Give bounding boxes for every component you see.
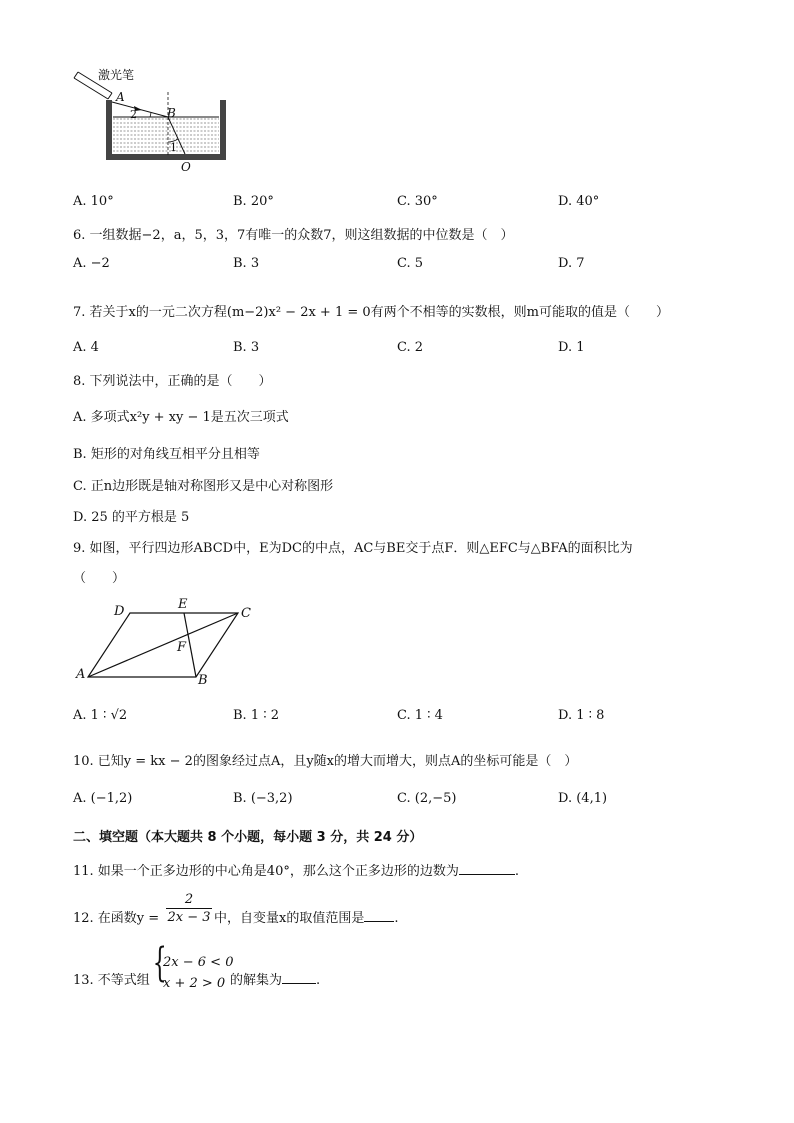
q13-line2: x + 2 > 0 bbox=[163, 976, 226, 991]
q6-option-a[interactable]: A. −2 bbox=[73, 256, 110, 271]
q13-tail bbox=[230, 969, 320, 988]
q9-option-b[interactable]: B. 1 ∶ 2 bbox=[233, 708, 280, 723]
q13-answer-blank[interactable] bbox=[282, 971, 316, 984]
parallelogram-figure bbox=[70, 598, 270, 693]
q13-system bbox=[152, 940, 234, 994]
q7-option-c[interactable]: C. 2 bbox=[397, 340, 424, 355]
q12-tail bbox=[214, 907, 398, 926]
q9-label-b: B bbox=[198, 673, 208, 688]
q7-option-a[interactable]: A. 4 bbox=[73, 340, 99, 355]
q8-option-b[interactable]: B. 矩形的对角线互相平分且相等 bbox=[73, 447, 260, 462]
q8-option-c[interactable]: C. 正n边形既是轴对称图形又是中心对称图形 bbox=[73, 479, 334, 494]
q9-stem-paren: （ ） bbox=[73, 571, 126, 586]
q6-option-b[interactable]: B. 3 bbox=[233, 256, 260, 271]
q13-lead: 13. 不等式组 bbox=[73, 973, 150, 988]
q12-numerator: 2 bbox=[166, 892, 212, 909]
laser-pen-label: 激光笔 bbox=[98, 68, 135, 82]
q11-answer-blank[interactable] bbox=[459, 862, 515, 875]
q5-option-a[interactable]: A. 10° bbox=[73, 194, 114, 209]
angle-1-label: 1 bbox=[170, 141, 177, 154]
q9-label-a: A bbox=[76, 667, 86, 682]
q12-denominator: 2x − 3 bbox=[167, 910, 211, 925]
laser-refraction-figure bbox=[70, 62, 240, 177]
angle-2-label: 2 bbox=[130, 108, 137, 121]
q6-stem: 6. 一组数据−2，a，5，3，7有唯一的众数7，则这组数据的中位数是（ ） bbox=[73, 228, 514, 243]
q5-option-c[interactable]: C. 30° bbox=[397, 194, 438, 209]
q10-option-b[interactable]: B. (−3,2) bbox=[233, 791, 293, 806]
q7-option-d[interactable]: D. 1 bbox=[558, 340, 585, 355]
q11 bbox=[73, 860, 519, 879]
q9-label-d: D bbox=[114, 604, 125, 619]
q7-option-b[interactable]: B. 3 bbox=[233, 340, 260, 355]
q5-option-d[interactable]: D. 40° bbox=[558, 194, 600, 209]
q10-option-c[interactable]: C. (2,−5) bbox=[397, 791, 457, 806]
point-o-label: O bbox=[181, 160, 191, 174]
q9-stem: 9. 如图，平行四边形ABCD中，E为DC的中点，AC与BE交于点F．则△EFC与△BFA的面积比为 bbox=[73, 541, 633, 556]
q8-option-d[interactable]: D. 25 的平方根是 5 bbox=[73, 510, 190, 525]
q13-end: . bbox=[316, 973, 321, 988]
section-heading-fill-in: 二、填空题（本大题共 8 个小题，每小题 3 分，共 24 分） bbox=[73, 830, 423, 845]
q10-option-a[interactable]: A. (−1,2) bbox=[73, 791, 133, 806]
q13-brace: { bbox=[152, 940, 167, 986]
q8-option-a[interactable]: A. 多项式x²y + xy − 1是五次三项式 bbox=[73, 410, 289, 425]
point-b-label: B bbox=[167, 106, 176, 120]
q9-option-c[interactable]: C. 1 ∶ 4 bbox=[397, 708, 443, 723]
q6-option-d[interactable]: D. 7 bbox=[558, 256, 585, 271]
point-a-label: A bbox=[116, 90, 125, 104]
q13-line1: 2x − 6 < 0 bbox=[163, 955, 234, 970]
q9-option-a[interactable]: A. 1 ∶ √2 bbox=[73, 708, 128, 723]
q13-post: 的解集为 bbox=[230, 973, 283, 988]
q12-answer-blank[interactable] bbox=[364, 909, 394, 922]
q9-label-f: F bbox=[177, 640, 187, 655]
q12-end: . bbox=[394, 911, 399, 926]
q11-text: 11. 如果一个正多边形的中心角是40°，那么这个正多边形的边数为 bbox=[73, 864, 459, 879]
q6-option-c[interactable]: C. 5 bbox=[397, 256, 424, 271]
q10-stem: 10. 已知y = kx − 2的图象经过点A，且y随x的增大而增大，则点A的坐标可能是（ ） bbox=[73, 754, 578, 769]
q12-post: 中，自变量x的取值范围是 bbox=[214, 911, 365, 926]
q12-fraction bbox=[166, 892, 212, 925]
q5-option-b[interactable]: B. 20° bbox=[233, 194, 274, 209]
q9-label-c: C bbox=[241, 606, 251, 621]
q10-option-d[interactable]: D. (4,1) bbox=[558, 791, 608, 806]
q11-end: . bbox=[514, 864, 519, 879]
q12-lead: 12. 在函数y = bbox=[73, 911, 160, 926]
q7-stem: 7. 若关于x的一元二次方程(m−2)x² − 2x + 1 = 0有两个不相等的实数根，则m可能取的值是（ ） bbox=[73, 305, 669, 320]
q9-label-e: E bbox=[178, 597, 188, 612]
q9-option-d[interactable]: D. 1 ∶ 8 bbox=[558, 708, 605, 723]
q8-stem: 8. 下列说法中，正确的是（ ） bbox=[73, 374, 272, 389]
